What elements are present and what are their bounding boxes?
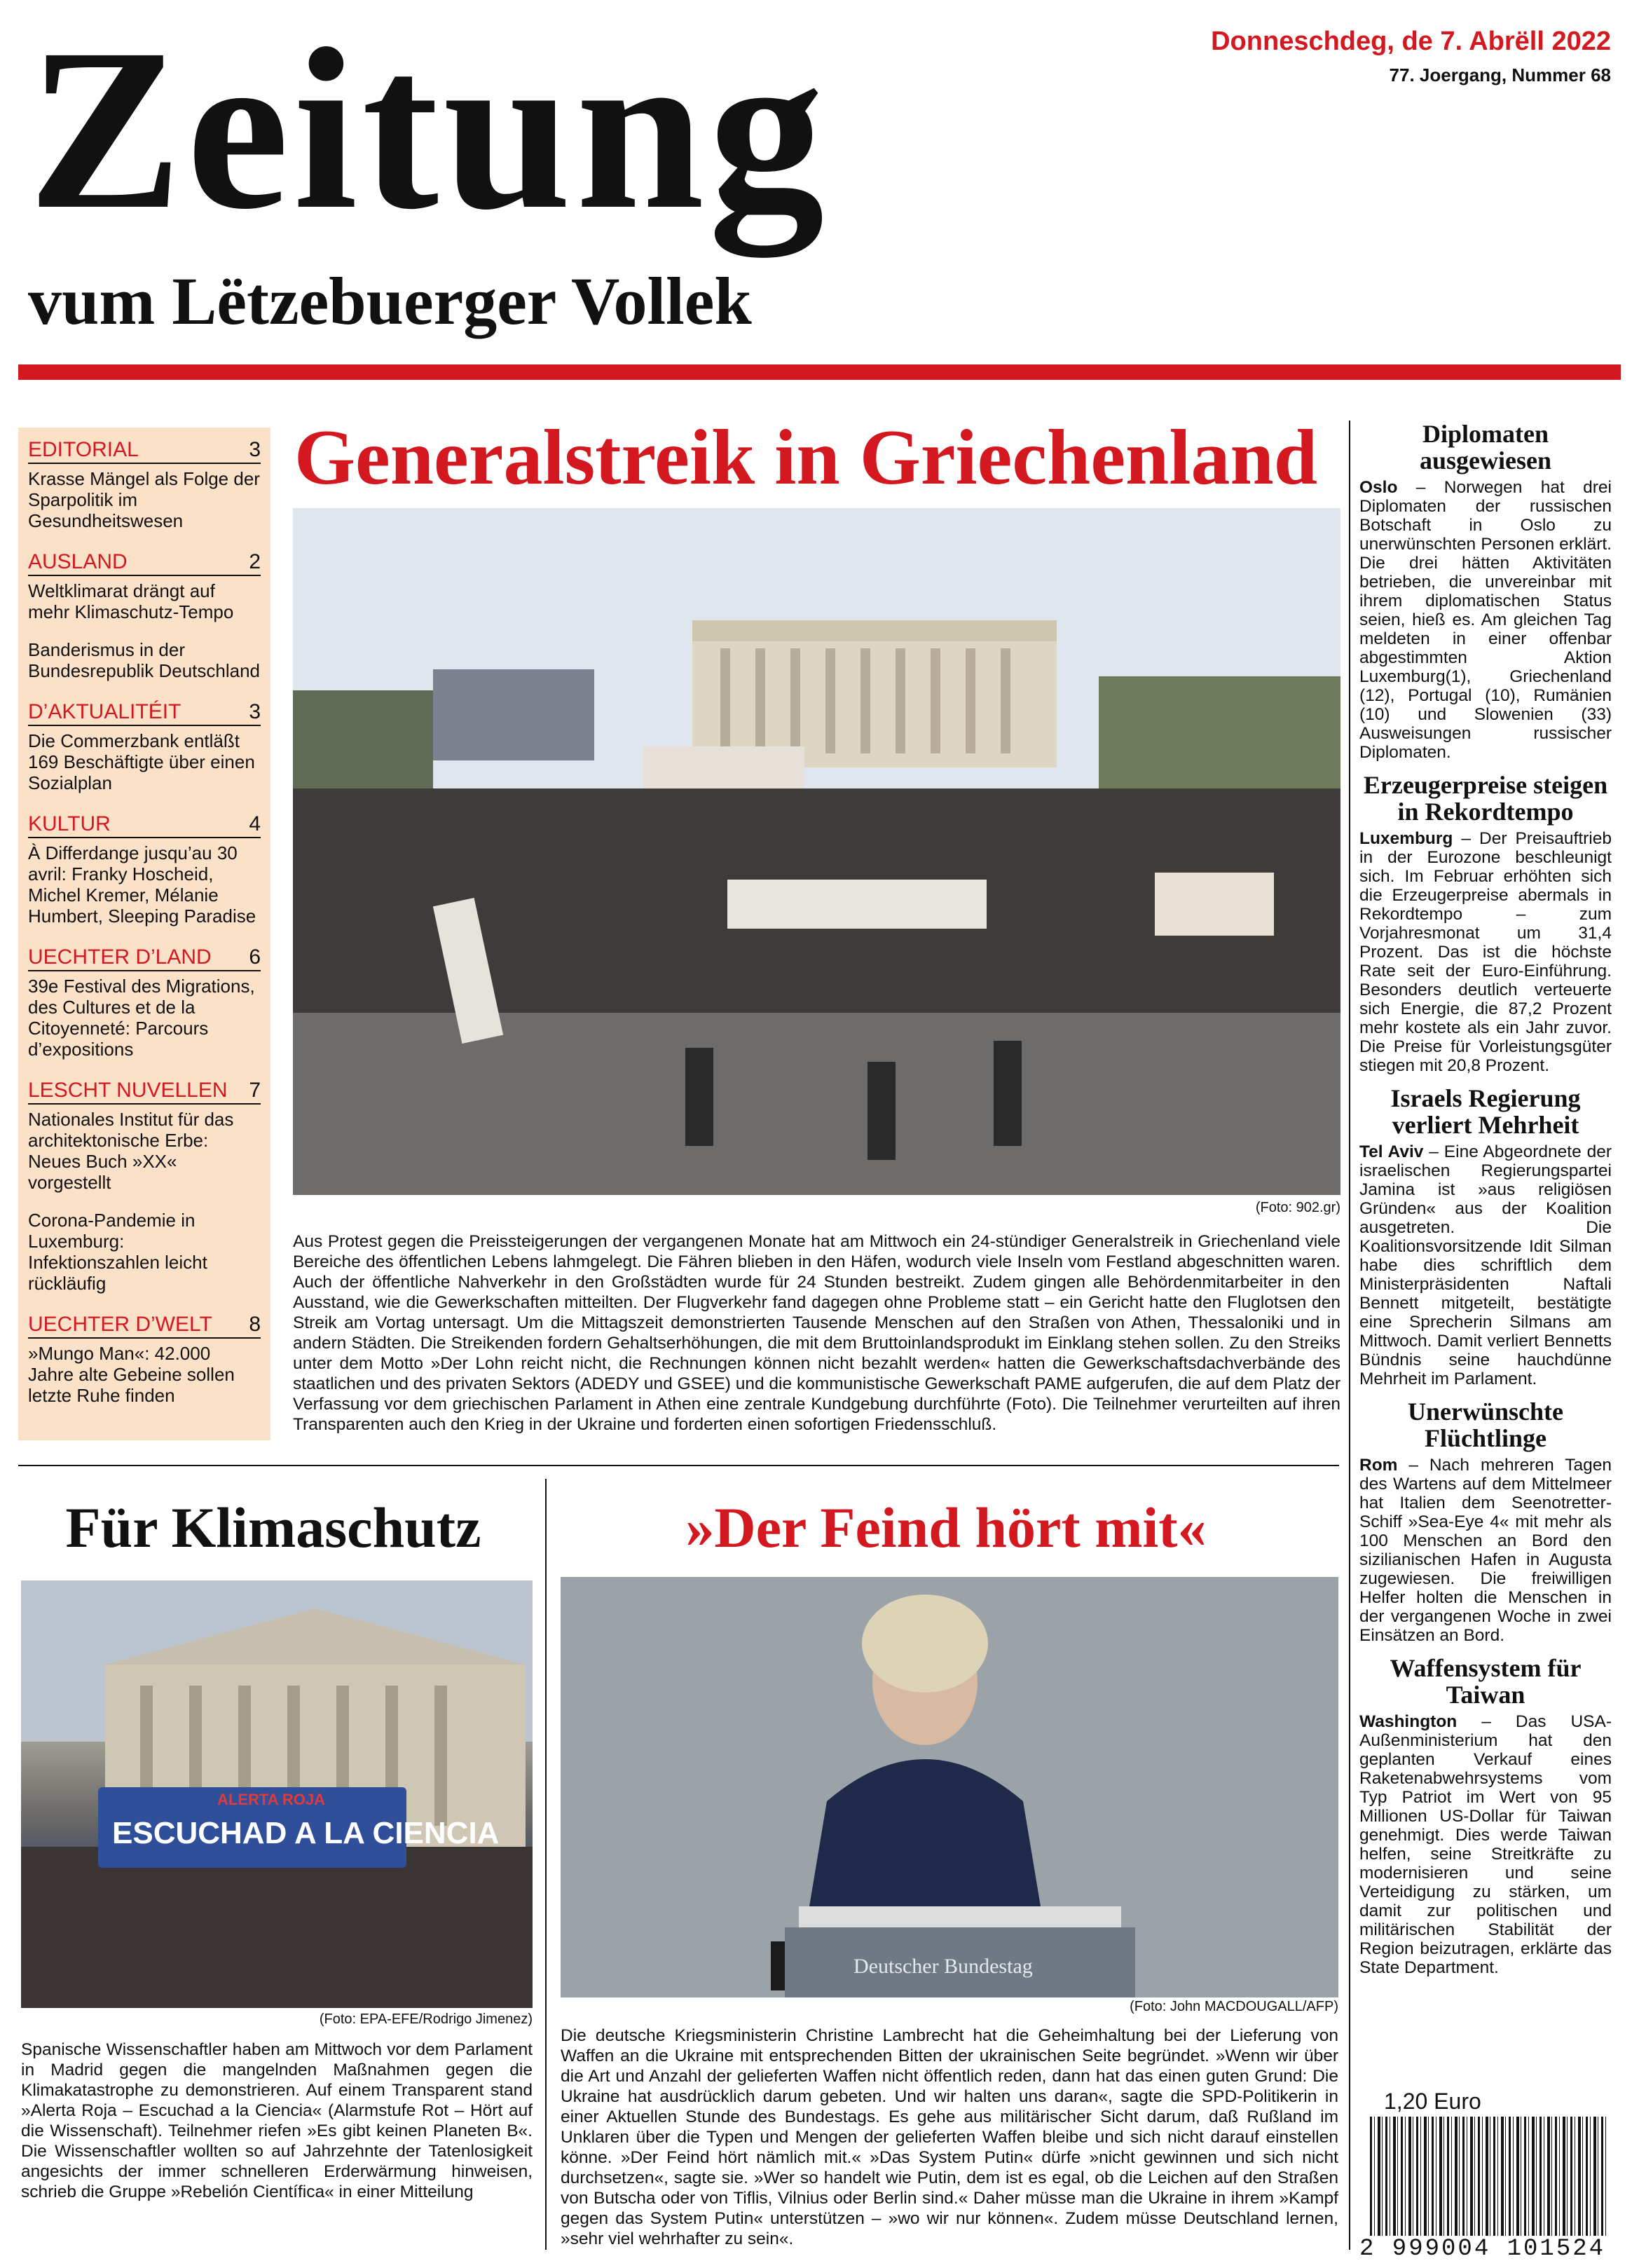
lead-photo-scene bbox=[293, 508, 1340, 1195]
brief-text: – Norwegen hat drei Diplomaten der russischen Botschaft in Oslo zu unerwünschten Personen erklärt. Die drei hätten Aktivitäten betrieben, die unvereinbar mit ihrem diplomatischen Status seien, hieß es. Am gleichen Tag meldeten in einer offenbar abgestimmten Aktion Luxemburg(1), Griechenland (12), Portugal (10), Rumänien (10) und Slowenien (33) Ausweisungen russischer Diplomaten. bbox=[1359, 478, 1612, 762]
brief-text: – Der Preisauftrieb in der Eurozone beschleunigt sich. Im Februar erhöhten sich die Erzeugerpreise abermals in Rekordtempo – zum Vorjahresmonat um 31,4 Prozent. Das ist die höchste Rate seit der Euro-Einführung. Besonders deutlich verteuerte sich Energie, die 87,2 Prozent mehr kostete als ein Jahr zuvor. Die Preise für Vorleistungsgüter stiegen mit 20,8 Prozent. bbox=[1359, 829, 1612, 1075]
index-section bbox=[28, 945, 261, 1060]
brief-article bbox=[1359, 1398, 1612, 1645]
index-item[interactable]: Weltklimarat drängt auf mehr Klimaschutz-Tempo bbox=[28, 580, 234, 622]
index-item[interactable]: Die Commerzbank entläßt 169 Beschäftigte über einen Sozialplan bbox=[28, 730, 255, 793]
lead-photo-credit: (Foto: 902.gr) bbox=[1255, 1200, 1340, 1215]
column-rule-bottom bbox=[545, 1479, 547, 2250]
price: 1,20 Euro bbox=[1384, 2089, 1481, 2114]
index-page-number: 6 bbox=[249, 945, 261, 969]
brief-body bbox=[1359, 478, 1612, 762]
banner-top-text: ALERTA ROJA bbox=[217, 1791, 325, 1808]
brief-article bbox=[1359, 421, 1612, 762]
climate-photo-scene bbox=[21, 1580, 533, 2008]
index-section bbox=[28, 1312, 261, 1406]
index-item[interactable]: Nationales Institut für das architektonische Erbe: Neues Buch »XX« vorgestellt bbox=[28, 1109, 234, 1193]
index-page-number: 4 bbox=[249, 812, 261, 835]
index-section bbox=[28, 812, 261, 927]
index-page-number: 3 bbox=[249, 438, 261, 461]
bundestag-photo bbox=[561, 1577, 1338, 1997]
brief-body bbox=[1359, 1712, 1612, 1977]
index-section-name: D’AKTUALITÉIT bbox=[28, 700, 181, 723]
index-page-number: 8 bbox=[249, 1313, 261, 1336]
index-section-head[interactable] bbox=[28, 699, 261, 726]
lectern-label: Deutscher Bundestag bbox=[853, 1955, 1033, 1978]
bundestag-headline: »Der Feind hört mit« bbox=[685, 1496, 1207, 1559]
index-section bbox=[28, 549, 261, 681]
index-page-number: 3 bbox=[249, 700, 261, 723]
banner-main-text: ESCUCHAD A LA CIENCIA bbox=[112, 1816, 500, 1850]
news-briefs bbox=[1359, 421, 1612, 1987]
masthead-rule bbox=[18, 364, 1621, 380]
lead-body: Aus Protest gegen die Preissteigerungen der vergangenen Monate hat am Mittwoch ein 24-stündiger Generalstreik in Griechenland viele Bereiche des öffentlichen Lebens lahmgelegt. Die Fähren blieben in den Häfen, wodurch viele Inseln vom Festland abgeschnitten waren. Auch der öffentliche Nahverkehr in den Großstädten wurde für 24 Stunden bestreikt. Zudem gingen alle Behördenmitarbeiter in den Ausstand, wie die Gewerkschaften mitteilten. Der Flugverkehr fand dagegen ohne Probleme statt – ein Gericht hatte den Fluglotsen den Streik am Vortag untersagt. Um die Mittagszeit demonstrierten Tausende Menschen auf den Straßen von Athen, Thessaloniki und in andern Städten. Die Streikenden fordern Gehaltserhöhungen, die mit dem Bruttoinlandsprodukt im Einklang stehen sollen. Zu den Streiks unter dem Motto »Der Lohn reicht nicht, die Rechnungen können nicht bezahlt werden« hatten die Gewerkschaftsdachverbände des staatlichen und des privaten Sektors (ADEDY und GSEE) und die kommunistische Gewerkschaft PAME aufgerufen, die auf dem Platz der Verfassung vor dem griechischen Parlament in Athen eine zentrale Kundgebung durchführte (Foto). Die Teilnehmer verurteilten auf ihren Transparenten auch den Krieg in der Ukraine und forderten einen sofortigen Friedensschluß. bbox=[293, 1232, 1340, 1434]
barcode-number: 2 999004 101524 bbox=[1359, 2236, 1626, 2262]
brief-text: – Nach mehreren Tagen des Wartens auf dem Mittelmeer hat Italien dem Seenotretter-Schiff »Sea-Eye 4« mit mehr als 100 Menschen an Bord den sizilianischen Hafen in Augusta zugewiesen. Die freiwilligen Helfer holten die Menschen in der vergangenen Woche in zwei Einsätzen an Bord. bbox=[1359, 1456, 1612, 1645]
brief-headline: Unerwünschte Flüchtlinge bbox=[1408, 1398, 1563, 1452]
issue-number: 77. Joergang, Nummer 68 bbox=[1389, 64, 1611, 86]
brief-article bbox=[1359, 1655, 1612, 1977]
index-section-head[interactable] bbox=[28, 1078, 261, 1105]
section-rule bbox=[18, 1465, 1339, 1466]
climate-photo-credit: (Foto: EPA-EFE/Rodrigo Jimenez) bbox=[319, 2011, 533, 2027]
index-section-name: KULTUR bbox=[28, 812, 111, 835]
contents-index bbox=[18, 428, 270, 1440]
index-section-name: UECHTER D’WELT bbox=[28, 1313, 212, 1336]
issue-date: Donneschdeg, de 7. Abrëll 2022 bbox=[1211, 27, 1611, 56]
index-section-head[interactable] bbox=[28, 437, 261, 464]
index-page-number: 2 bbox=[249, 550, 261, 573]
index-section bbox=[28, 699, 261, 793]
brief-dateline: Rom bbox=[1359, 1456, 1398, 1475]
brief-body bbox=[1359, 1142, 1612, 1388]
brief-dateline: Luxemburg bbox=[1359, 829, 1453, 848]
index-section bbox=[28, 437, 261, 531]
index-item[interactable]: Banderismus in der Bundesrepublik Deutschland bbox=[28, 639, 260, 681]
index-section-name: EDITORIAL bbox=[28, 438, 139, 461]
index-section bbox=[28, 1078, 261, 1294]
brief-dateline: Washington bbox=[1359, 1712, 1458, 1731]
climate-photo bbox=[21, 1580, 533, 2008]
column-rule-right bbox=[1349, 421, 1350, 2250]
bundestag-photo-credit: (Foto: John MACDOUGALL/AFP) bbox=[1130, 1999, 1338, 2014]
brief-body bbox=[1359, 829, 1612, 1075]
brief-article bbox=[1359, 772, 1612, 1075]
index-item[interactable]: »Mungo Man«: 42.000 Jahre alte Gebeine sollen letzte Ruhe finden bbox=[28, 1343, 235, 1406]
index-section-name: UECHTER D’LAND bbox=[28, 945, 212, 969]
climate-headline: Für Klimaschutz bbox=[65, 1496, 481, 1559]
index-section-head[interactable] bbox=[28, 549, 261, 576]
brief-headline: Waffensystem für Taiwan bbox=[1390, 1654, 1582, 1709]
index-section-head[interactable] bbox=[28, 945, 261, 971]
brief-text: – Das USA-Außenministerium hat den geplanten Verkauf eines Raketenabwehrsystems vom Typ Patriot im Wert von 95 Millionen US-Dollar für Taiwan genehmigt. Dies werde Taiwan helfen, seine Streitkräfte zu modernisieren und seine Verteidigung zu stärken, um damit zur politischen und militärischen Stabilität der Region beizutragen, erklärte das State Department. bbox=[1359, 1712, 1612, 1977]
bundestag-photo-scene bbox=[561, 1577, 1338, 1997]
index-section-name: AUSLAND bbox=[28, 550, 128, 573]
index-item[interactable]: Corona-Pandemie in Luxemburg: Infektionszahlen leicht rückläufig bbox=[28, 1210, 207, 1294]
brief-text: – Eine Abgeordnete der israelischen Regierungspartei Jamina ist »aus religiösen Gründen« aus der Koalition ausgetreten. Die Koalitionsvorsitzende Idit Silman habe dies schriftlich dem Ministerpräsidenten Naftali Bennett mitgeteilt, bestätigte eine Sprecherin Silmans am Mittwoch. Damit verliert Bennetts Bündnis seine hauchdünne Mehrheit im Parlament. bbox=[1359, 1142, 1612, 1388]
masthead-subtitle: vum Lëtzebuerger Vollek bbox=[28, 264, 752, 339]
index-item[interactable]: Krasse Mängel als Folge der Sparpolitik im Gesundheitswesen bbox=[28, 468, 260, 531]
bundestag-body: Die deutsche Kriegsministerin Christine Lambrecht hat die Geheimhaltung bei der Lieferung von Waffen an die Ukraine mit entsprechenden Bitten der ukrainischen Seite begründet. »Wenn wir über die Art und Anzahl der gelieferten Waffen nicht öffentlich reden, dann hat das einen guten Grund: Die Ukraine hat ausdrücklich darum gebeten. Und wir halten uns daran«, sagte die SPD-Politikerin in einer Aktuellen Stunde des Bundestags. Es gehe aus militärischer Sicht darum, daß Rußland im Unklaren über die Typen und Mengen der gelieferten Waffen bleibe und sich nicht darauf einstellen könne. »Der Feind hört nämlich mit.« »Das System Putin« dürfe »nicht gewinnen und sich nicht durchsetzen«, sagte sie. »Wer so handelt wie Putin, dem ist es egal, ob die Leichen auf den Straßen von Butscha oder von Tiflis, Vilnius oder Berlin sind.« Daher müsse man die Ukraine in ihrem »Kampf gegen das System Putin« unterstützen – »wo wir nur können«. Zudem müsse Deutschland lernen, »sehr viel wehrhafter zu sein«. bbox=[561, 2026, 1338, 2248]
lead-headline: Generalstreik in Griechenland bbox=[294, 414, 1318, 501]
brief-article bbox=[1359, 1085, 1612, 1388]
index-section-name: LESCHT NUVELLEN bbox=[28, 1079, 228, 1102]
masthead-title: Zeitung bbox=[28, 1, 829, 257]
index-page-number: 7 bbox=[249, 1079, 261, 1102]
brief-dateline: Tel Aviv bbox=[1359, 1142, 1424, 1161]
climate-body: Spanische Wissenschaftler haben am Mittwoch vor dem Parlament in Madrid gegen die mangelnden Maßnahmen gegen die Klimakatastrophe zu demonstrieren. Auf einem Transparent stand »Alerta Roja – Escuchad a la Ciencia« (Alarmstufe Rot – Hört auf die Wissenschaft). Teilnehmer riefen »Es gibt keinen Planeten B«. Die Wissenschaftler wollten so auf Jahrzehnte der Tatenlosigkeit angesichts der immer schnelleren Erderwärmung hinweisen, schrieb die Gruppe »Rebelión Científica« in einer Mitteilung bbox=[21, 2040, 533, 2201]
index-section-head[interactable] bbox=[28, 1312, 261, 1339]
lead-photo bbox=[293, 508, 1340, 1195]
index-section-head[interactable] bbox=[28, 812, 261, 838]
index-item[interactable]: 39e Festival des Migrations, des Cultures et de la Citoyenneté: Parcours d’expositions bbox=[28, 976, 255, 1060]
index-item[interactable]: À Differdange jusqu’au 30 avril: Franky Hoscheid, Michel Kremer, Mélanie Humbert, Sleeping Paradise bbox=[28, 842, 256, 927]
barcode bbox=[1370, 2117, 1608, 2239]
brief-dateline: Oslo bbox=[1359, 478, 1398, 497]
brief-headline: Diplomaten ausgewiesen bbox=[1420, 420, 1551, 474]
brief-headline: Erzeugerpreise steigen in Rekordtempo bbox=[1363, 771, 1608, 826]
brief-headline: Israels Regierung verliert Mehrheit bbox=[1390, 1084, 1581, 1139]
brief-body bbox=[1359, 1456, 1612, 1645]
